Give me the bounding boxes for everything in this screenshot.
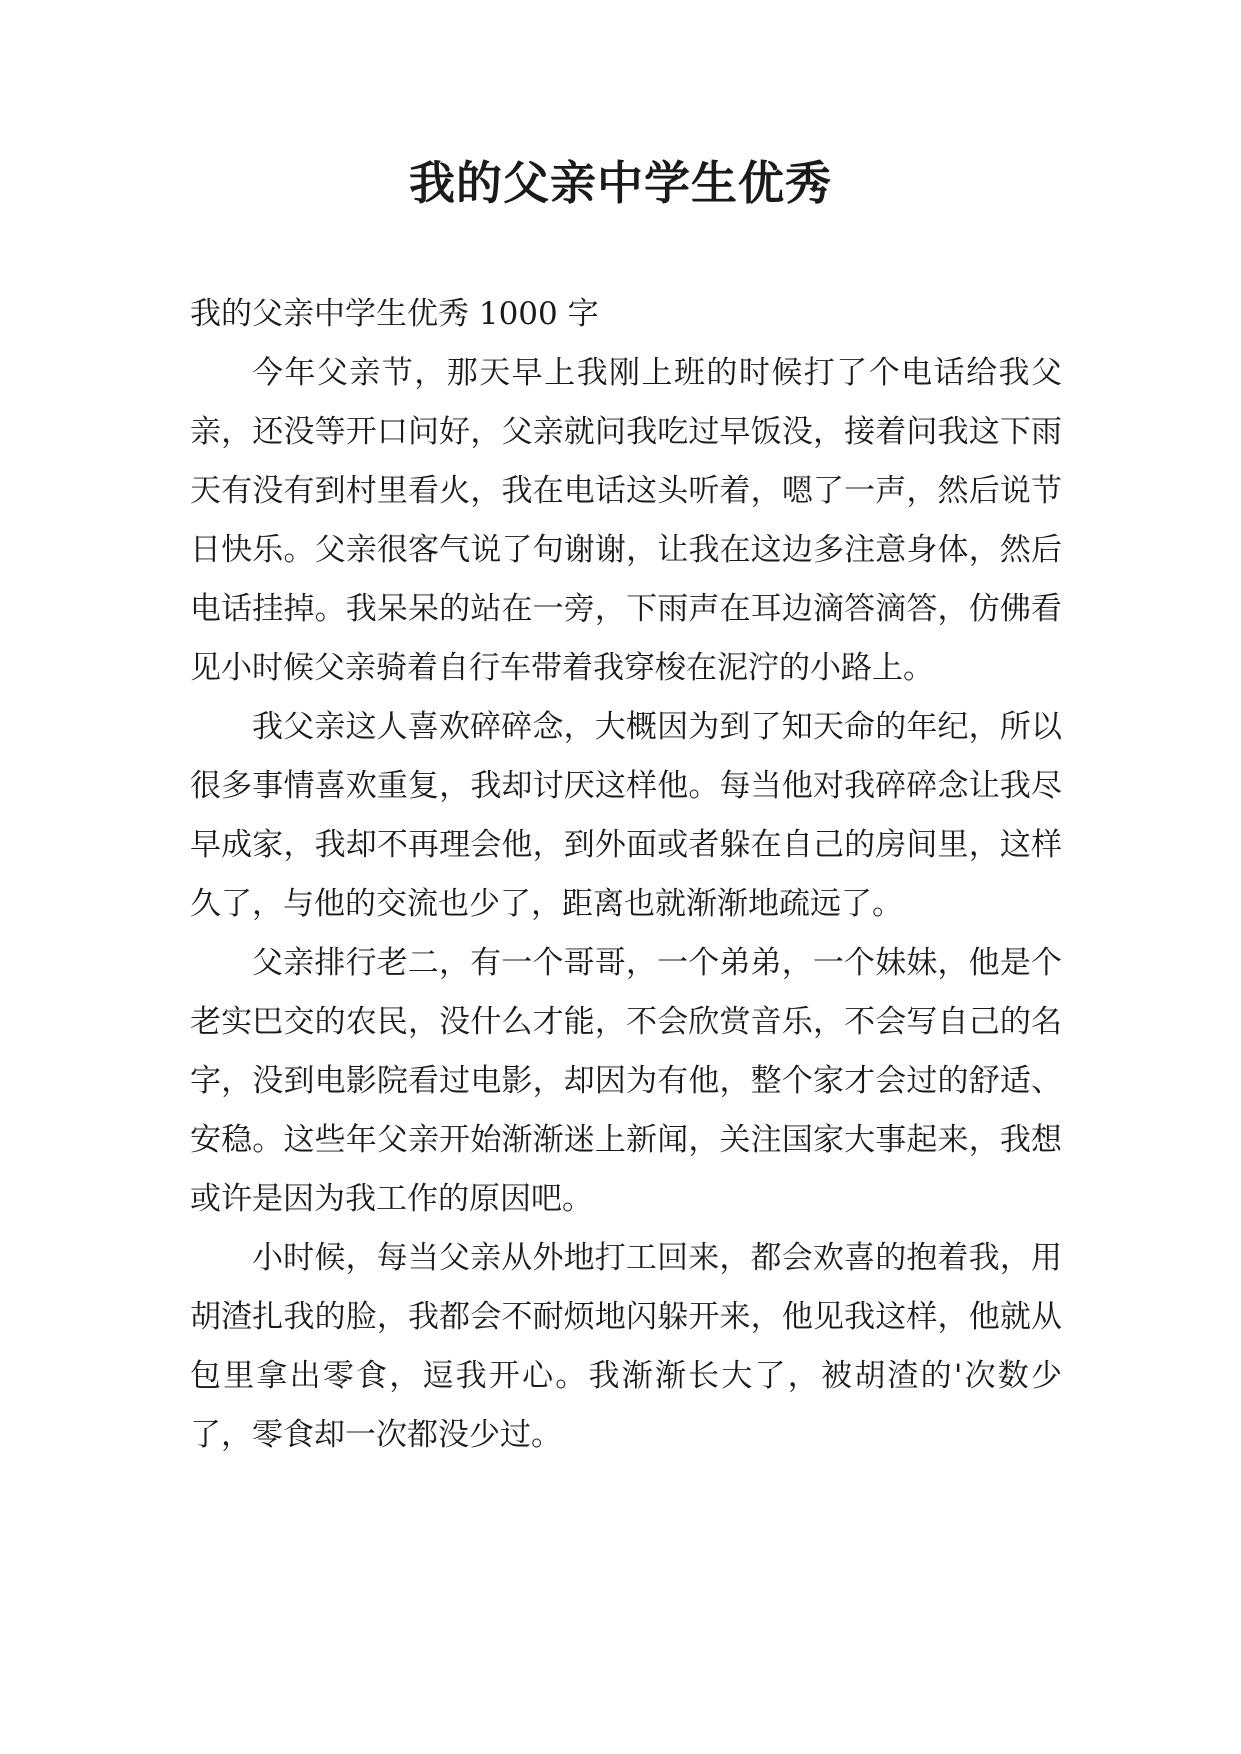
document-subtitle: 我的父亲中学生优秀 1000 字 bbox=[190, 296, 599, 332]
paragraph: 小时候，每当父亲从外地打工回来，都会欢喜的抱着我，用胡渣扎我的脸，我都会不耐烦地闪躲开来，他见我这样，他就从包里拿出零食，逗我开心。我渐渐长大了，被胡渣的'次数少了，零食却一次都没少过。 bbox=[190, 1240, 1062, 1453]
document-title: 我的父亲中学生优秀 bbox=[409, 156, 832, 210]
paragraph: 今年父亲节，那天早上我刚上班的时候打了个电话给我父亲，还没等开口问好，父亲就问我吃过早饭没，接着问我这下雨天有没有到村里看火，我在电话这头听着，嗯了一声，然后说节日快乐。父亲很客气说了句谢谢，让我在这边多注意身体，然后电话挂掉。我呆呆的站在一旁，下雨声在耳边滴答滴答，仿佛看见小时候父亲骑着自行车带着我穿梭在泥泞的小路上。 bbox=[190, 355, 1062, 686]
document-body bbox=[190, 285, 1062, 1465]
paragraph: 父亲排行老二，有一个哥哥，一个弟弟，一个妹妹，他是个老实巴交的农民，没什么才能，不会欣赏音乐，不会写自己的名字，没到电影院看过电影，却因为有他，整个家才会过的舒适、安稳。这些年父亲开始渐渐迷上新闻，关注国家大事起来，我想或许是因为我工作的原因吧。 bbox=[190, 945, 1062, 1217]
paragraph: 我父亲这人喜欢碎碎念，大概因为到了知天命的年纪，所以很多事情喜欢重复，我却讨厌这样他。每当他对我碎碎念让我尽早成家，我却不再理会他，到外面或者躲在自己的房间里，这样久了，与他的交流也少了，距离也就渐渐地疏远了。 bbox=[190, 709, 1062, 922]
